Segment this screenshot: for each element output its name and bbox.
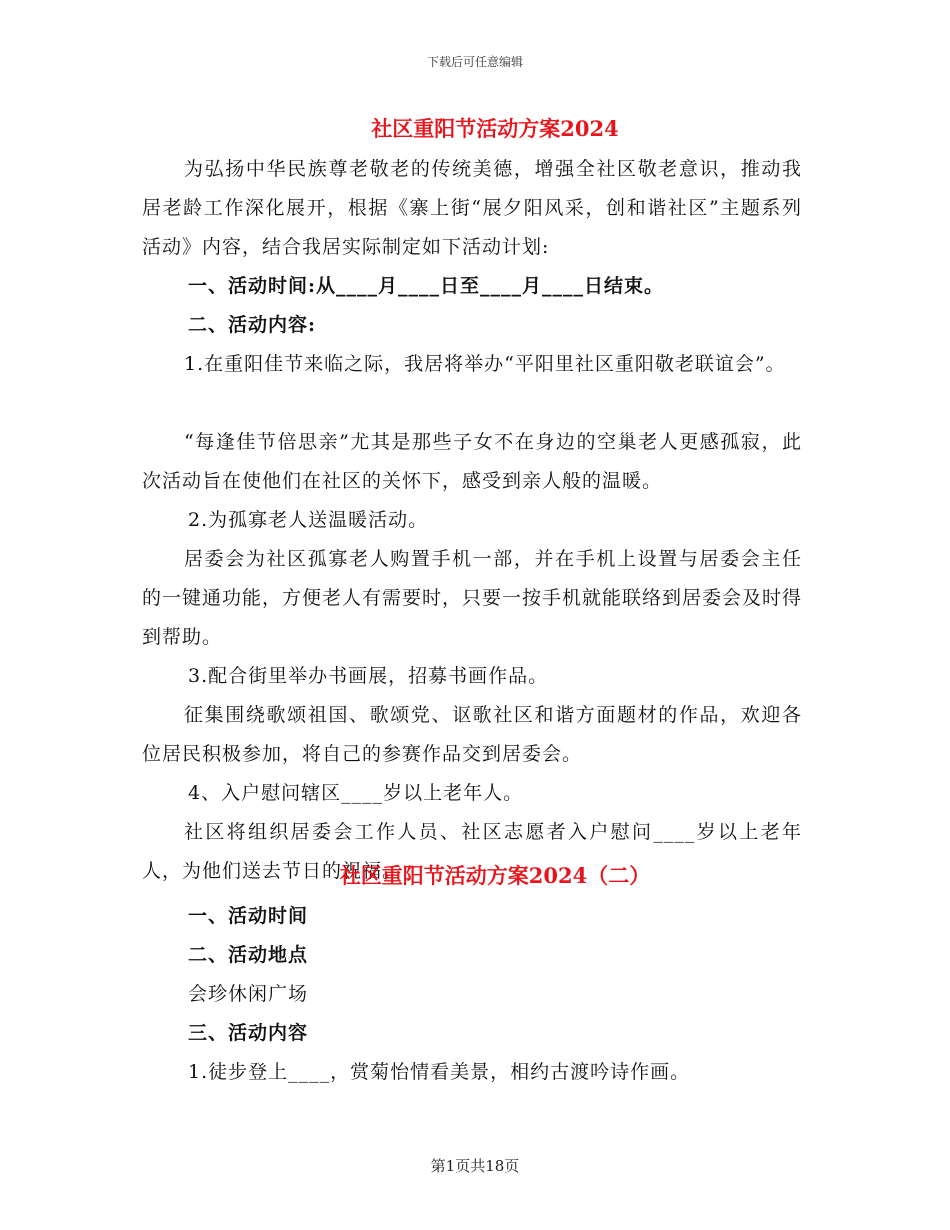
item-3-detail: 征集围绕歌颂祖国、歌颂党、讴歌社区和谐方面题材的作品，欢迎各位居民积极参加，将自己的参赛作品交到居委会。 bbox=[142, 704, 802, 765]
section-2-place-heading: 二、活动地点 bbox=[188, 944, 309, 966]
page-number: 第1页共18页 bbox=[430, 1157, 520, 1175]
section-2-item-1: 1.徒步登上____，赏菊怡情看美景，相约古渡吟诗作画。 bbox=[188, 1061, 691, 1083]
document-title: 社区重阳节活动方案2024 bbox=[371, 116, 619, 141]
intro-paragraph: 为弘扬中华民族尊老敬老的传统美德，增强全社区敬老意识，推动我居老龄工作深化展开，根据《寨上街“展夕阳风采，创和谐社区”主题系列活动》内容，结合我居实际制定如下活动计划: bbox=[142, 158, 802, 258]
item-2: 2.为孤寡老人送温暖活动。 bbox=[188, 509, 429, 531]
activity-time-heading: 一、活动时间:从____月____日至____月____日结束。 bbox=[188, 275, 665, 297]
item-1-detail: “每逢佳节倍思亲”尤其是那些子女不在身边的空巢老人更感孤寂，此次活动旨在使他们在社区的关怀下，感受到亲人般的温暖。 bbox=[142, 431, 802, 492]
place-value: 会珍休闲广场 bbox=[188, 983, 309, 1005]
item-1: 1.在重阳佳节来临之际，我居将举办“平阳里社区重阳敬老联谊会”。 bbox=[184, 353, 786, 375]
item-4: 4、入户慰问辖区____岁以上老年人。 bbox=[188, 782, 524, 804]
item-3: 3.配合街里举办书画展，招募书画作品。 bbox=[188, 665, 549, 687]
item-2-detail: 居委会为社区孤寡老人购置手机一部，并在手机上设置与居委会主任的一键通功能，方便老人有需要时，只要一按手机就能联络到居委会及时得到帮助。 bbox=[142, 548, 803, 648]
section-2-content-heading: 三、活动内容 bbox=[188, 1022, 309, 1044]
section-2-time-heading: 一、活动时间 bbox=[188, 905, 309, 927]
activity-content-heading: 二、活动内容: bbox=[188, 314, 317, 336]
section-2-title: 社区重阳节活动方案2024（二） bbox=[339, 863, 651, 888]
item-4-detail: 社区将组织居委会工作人员、社区志愿者入户慰问____岁以上老年人，为他们送去节日的祝福。 bbox=[142, 821, 802, 882]
page-header-note: 下载后可任意编辑 bbox=[426, 55, 523, 69]
